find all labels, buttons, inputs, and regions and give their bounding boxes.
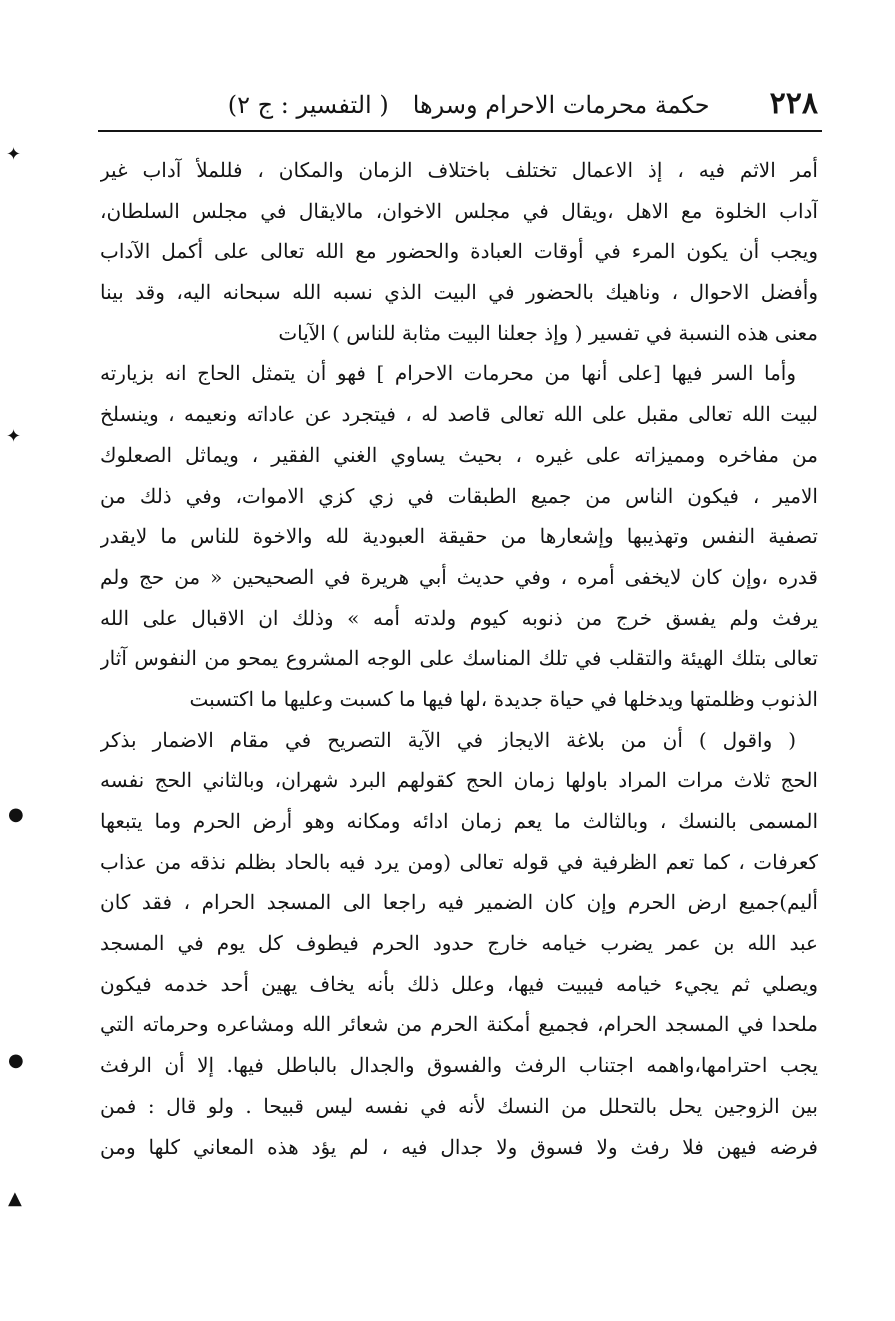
- text-line: فرضه فيهن فلا رفث ولا فسوق ولا جدال فيه ، لم يؤد هذه المعاني كلها ومن: [100, 1134, 818, 1159]
- text-line: وأما السر فيها [على أنها من محرمات الاحرام ] فهو أن يتمثل الحاج انه بزيارته: [100, 361, 796, 386]
- text-line: معنى هذه النسبة في تفسير ( وإذ جعلنا البيت مثابة للناس ) الآيات: [278, 320, 818, 345]
- running-title: حكمة محرمات الاحرام وسرها: [412, 91, 710, 119]
- text-line: يرفث ولم يفسق خرج من ذنوبه كيوم ولدته أمه » وذلك ان الاقبال على الله: [100, 605, 818, 630]
- text-line: تصفية النفس وتهذيبها وإشعارها من حقيقة العبودية لله والاخوة للناس ما لايقدر: [100, 524, 818, 549]
- margin-triangle-icon: ▲: [8, 1188, 22, 1209]
- page-number: ٢٢٨: [769, 86, 818, 121]
- text-line: الذنوب وظلمتها ويدخلها في حياة جديدة ،لها فيها ما كسبت وعليها ما اكتسبت: [189, 686, 818, 711]
- text-line: ويصلي ثم يجيء خيامه فيبيت فيها، وعلل ذلك بأنه يخاف يهين أحد خدمه فيكون: [100, 971, 818, 996]
- text-line: وأفضل الاحوال ، وناهيك بالحضور في البيت الذي نسبه الله سبحانه اليه، وقد بينا: [100, 280, 818, 305]
- text-line: كعرفات ، كما تعم الظرفية في قوله تعالى (ومن يرد فيه بالحاد بظلم نذقه من عذاب: [100, 849, 818, 874]
- text-line: ويجب أن يكون المرء في أوقات العبادة والحضور مع الله تعالى على أكمل الآداب: [100, 239, 818, 264]
- text-line: ( واقول ) أن من بلاغة الايجاز في الآية التصريح في مقام الاضمار بذكر: [100, 727, 796, 752]
- text-line: لبيت الله تعالى مقبل على الله تعالى قاصد له ، فيتجرد عن عاداته ونعيمه ، وينسلخ: [100, 402, 818, 427]
- text-line: قدره ،وإن كان لايخفى أمره ، وفي حديث أبي هريرة في الصحيحين « من حج ولم: [100, 564, 818, 589]
- text-line: الحج ثلاث مرات المراد باولها زمان الحج كقولهم البرد شهران، وبالثاني الحج نفسه: [100, 768, 818, 793]
- margin-dot-icon: ●: [8, 804, 24, 825]
- page-header: [100, 86, 818, 126]
- text-line: يجب احترامها،واهمه اجتناب الرفث والفسوق والجدال بالباطل فيها. إلا أن الرفث: [100, 1053, 818, 1078]
- volume-reference: ( التفسير : ج ٢): [227, 91, 389, 119]
- text-line: آداب الخلوة مع الاهل ،ويقال في مجلس الاخوان، مالايقال في مجلس السلطان،: [100, 198, 818, 223]
- text-line: المسمى بالنسك ، وبالثالث ما يعم زمان ادائه ومكانه وهو أرض الحرم وما يتبعها: [100, 809, 818, 833]
- margin-dot-icon: ●: [8, 1050, 24, 1071]
- header-divider: [98, 130, 822, 132]
- text-line: الامير ، فيكون الناس من جميع الطبقات في زي كزي الاموات، وفي ذلك من: [100, 483, 818, 508]
- text-line: أليم)جميع ارض الحرم وإن كان الضمير فيه راجعا الى المسجد الحرام ، فقد كان: [100, 890, 818, 915]
- text-line: بين الزوجين يحل بالتحلل من النسك لأنه في نفسه ليس قبيحا . ولو قال : فمن: [100, 1093, 818, 1118]
- margin-star-icon: ✦: [6, 144, 22, 165]
- text-line: من مفاخره ومميزاته على غيره ، بحيث يساوي الغني الفقير ، ويماثل الصعلوك: [100, 442, 818, 467]
- text-line: عبد الله بن عمر يضرب خيامه خارج حدود الحرم فيطوف كل يوم في المسجد: [100, 931, 818, 956]
- text-line: ملحدا في المسجد الحرام، فجميع أمكنة الحرم من شعائر الله ومشاعره وحرماته التي: [100, 1012, 818, 1037]
- margin-star-icon: ✦: [6, 426, 22, 447]
- text-line: أمر الاثم فيه ، إذ الاعمال تختلف باختلاف الزمان والمكان ، فللملأ آداب غير: [100, 158, 818, 182]
- text-line: تعالى بتلك الهيئة والتقلب في تلك المناسك على الوجه المشروع يمحو من النفوس آثار: [100, 646, 818, 671]
- body-text: [100, 150, 818, 1167]
